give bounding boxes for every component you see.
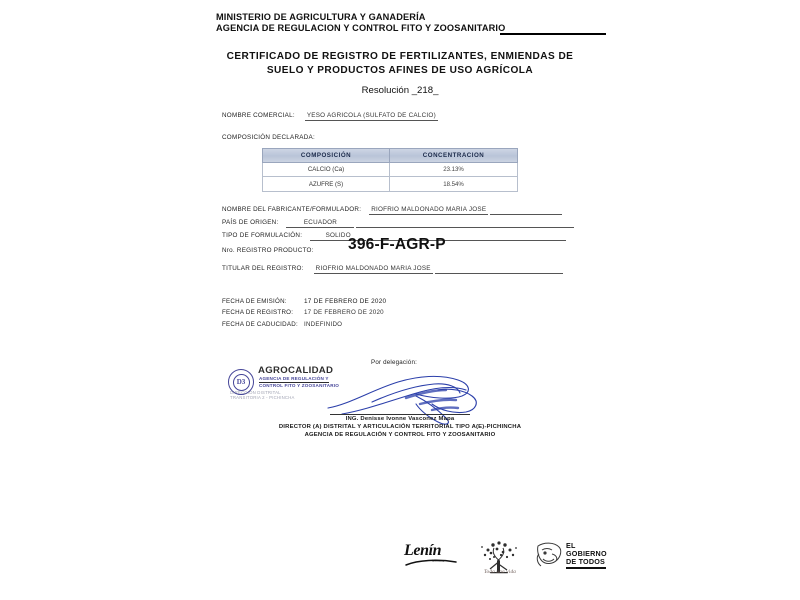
resolution-number: Resolución _218_ bbox=[361, 85, 439, 96]
gobierno-logo bbox=[534, 540, 608, 574]
composicion-declarada-label: COMPOSICIÓN DECLARADA: bbox=[222, 134, 315, 141]
title-line-2: SUELO Y PRODUCTOS AFINES DE USO AGRÍCOLA bbox=[266, 64, 534, 76]
signer-role-line-2: AGENCIA DE REGULACIÓN Y CONTROL FITO Y ZOOSANITARIO bbox=[304, 432, 496, 439]
composition-table bbox=[262, 148, 518, 192]
date-caducidad-value: INDEFINIDO bbox=[303, 320, 343, 328]
gobierno-line-3: DE TODOS bbox=[566, 557, 606, 567]
cell-component: CALCIO (Ca) bbox=[263, 163, 390, 177]
seal-glyph: D3 bbox=[236, 378, 246, 386]
cell-concentration: 18.54% bbox=[390, 177, 518, 191]
footer-logos bbox=[398, 536, 610, 584]
table-row bbox=[263, 163, 518, 177]
document-header bbox=[216, 12, 616, 35]
field-titular bbox=[222, 265, 563, 274]
gobierno-line-2: GOBIERNO bbox=[566, 549, 607, 559]
por-delegacion-label: Por delegación: bbox=[371, 359, 417, 366]
fabricante-label: NOMBRE DEL FABRICANTE/FORMULADOR: bbox=[222, 206, 362, 213]
table-header-row bbox=[263, 149, 518, 163]
tree-logo-caption: Toda una vida bbox=[483, 569, 517, 575]
pais-origen-blank-line bbox=[356, 221, 574, 228]
date-caducidad-label: FECHA DE CADUCIDAD: bbox=[222, 320, 298, 328]
pais-origen-label: PAÍS DE ORIGEN: bbox=[222, 219, 279, 226]
column-header-concentracion: CONCENTRACION bbox=[390, 149, 518, 163]
title-line-1: CERTIFICADO DE REGISTRO DE FERTILIZANTES, ENMIENDAS DE bbox=[226, 51, 574, 62]
date-emision-label: FECHA DE EMISIÓN: bbox=[222, 298, 287, 305]
date-registro-value: 17 DE FEBRERO DE 2020 bbox=[303, 309, 384, 317]
titular-value: RIOFRIO MALDONADO MARIA JOSE bbox=[315, 265, 431, 272]
document-title bbox=[0, 50, 800, 77]
column-header-composicion: COMPOSICIÓN bbox=[263, 149, 390, 163]
header-rule bbox=[500, 33, 606, 35]
date-registro-label: FECHA DE REGISTRO: bbox=[222, 309, 294, 317]
gobierno-text bbox=[566, 542, 607, 567]
date-emision-value: 17 DE FEBRERO DE 2020 bbox=[303, 298, 387, 305]
tipo-formulacion-value: SOLIDO bbox=[310, 232, 366, 241]
fabricante-blank-line bbox=[490, 208, 562, 215]
signature-block bbox=[0, 415, 800, 440]
field-nombre-comercial bbox=[222, 112, 438, 121]
stamp-subtitle-line-1: AGENCIA DE REGULACIÓN Y bbox=[259, 376, 329, 381]
stamp-subtitle-line-2: CONTROL FITO Y ZOOSANITARIO bbox=[259, 383, 340, 389]
stamp-title: AGROCALIDAD bbox=[258, 365, 334, 376]
signer-role-line-1: DIRECTOR (A) DISTRITAL Y ARTICULACIÓN TERRITORIAL TIPO A(E)-PICHINCHA bbox=[278, 424, 522, 430]
gobierno-line-1: EL bbox=[566, 541, 576, 550]
stamp-faint-text bbox=[230, 390, 295, 401]
gobierno-underline bbox=[566, 567, 606, 569]
tipo-formulacion-label: TIPO DE FORMULACIÓN: bbox=[222, 232, 303, 239]
titular-blank-line bbox=[435, 267, 563, 274]
pais-origen-value: ECUADOR bbox=[286, 219, 354, 228]
ministry-line-1: MINISTERIO DE AGRICULTURA Y GANADERÍA bbox=[216, 12, 426, 22]
dates-block bbox=[222, 296, 386, 330]
lenin-signature-text: Lenín bbox=[404, 542, 442, 559]
date-caducidad-row bbox=[222, 319, 386, 330]
date-registro-row bbox=[222, 307, 386, 318]
cell-concentration: 23.13% bbox=[390, 163, 518, 177]
ministry-line-2: AGENCIA DE REGULACION Y CONTROL FITO Y ZOOSANITARIO bbox=[216, 23, 506, 34]
date-emision-row bbox=[222, 296, 386, 307]
lenin-logo bbox=[402, 540, 462, 574]
stamp-faint-line-2: TRANSITORIA 2 - PICHINCHA bbox=[230, 395, 295, 401]
stamp-faint-line-1: DIRECCIÓN DISTRITAL bbox=[230, 390, 281, 395]
nombre-comercial-value: YESO AGRICOLA (SULFATO DE CALCIO) bbox=[306, 112, 436, 119]
table-row bbox=[263, 177, 518, 191]
nro-registro-value: 396-F-AGR-P bbox=[348, 236, 446, 253]
condor-head-icon bbox=[534, 540, 564, 572]
titular-label: TITULAR DEL REGISTRO: bbox=[222, 265, 304, 272]
nombre-comercial-label: NOMBRE COMERCIAL: bbox=[222, 112, 295, 119]
cell-component: AZUFRE (S) bbox=[263, 177, 390, 191]
field-pais-origen bbox=[222, 219, 574, 228]
lenin-subtitle: Moreno bbox=[432, 559, 445, 563]
signer-name: ING. Denisse Ivonne Vasconez Mapa bbox=[345, 416, 455, 422]
fabricante-value: RIOFRIO MALDONADO MARIA JOSE bbox=[371, 206, 487, 213]
field-fabricante bbox=[222, 206, 562, 215]
lenin-underline-flourish bbox=[404, 557, 464, 569]
nro-registro-label: Nro. REGISTRO PRODUCTO: bbox=[222, 247, 314, 254]
